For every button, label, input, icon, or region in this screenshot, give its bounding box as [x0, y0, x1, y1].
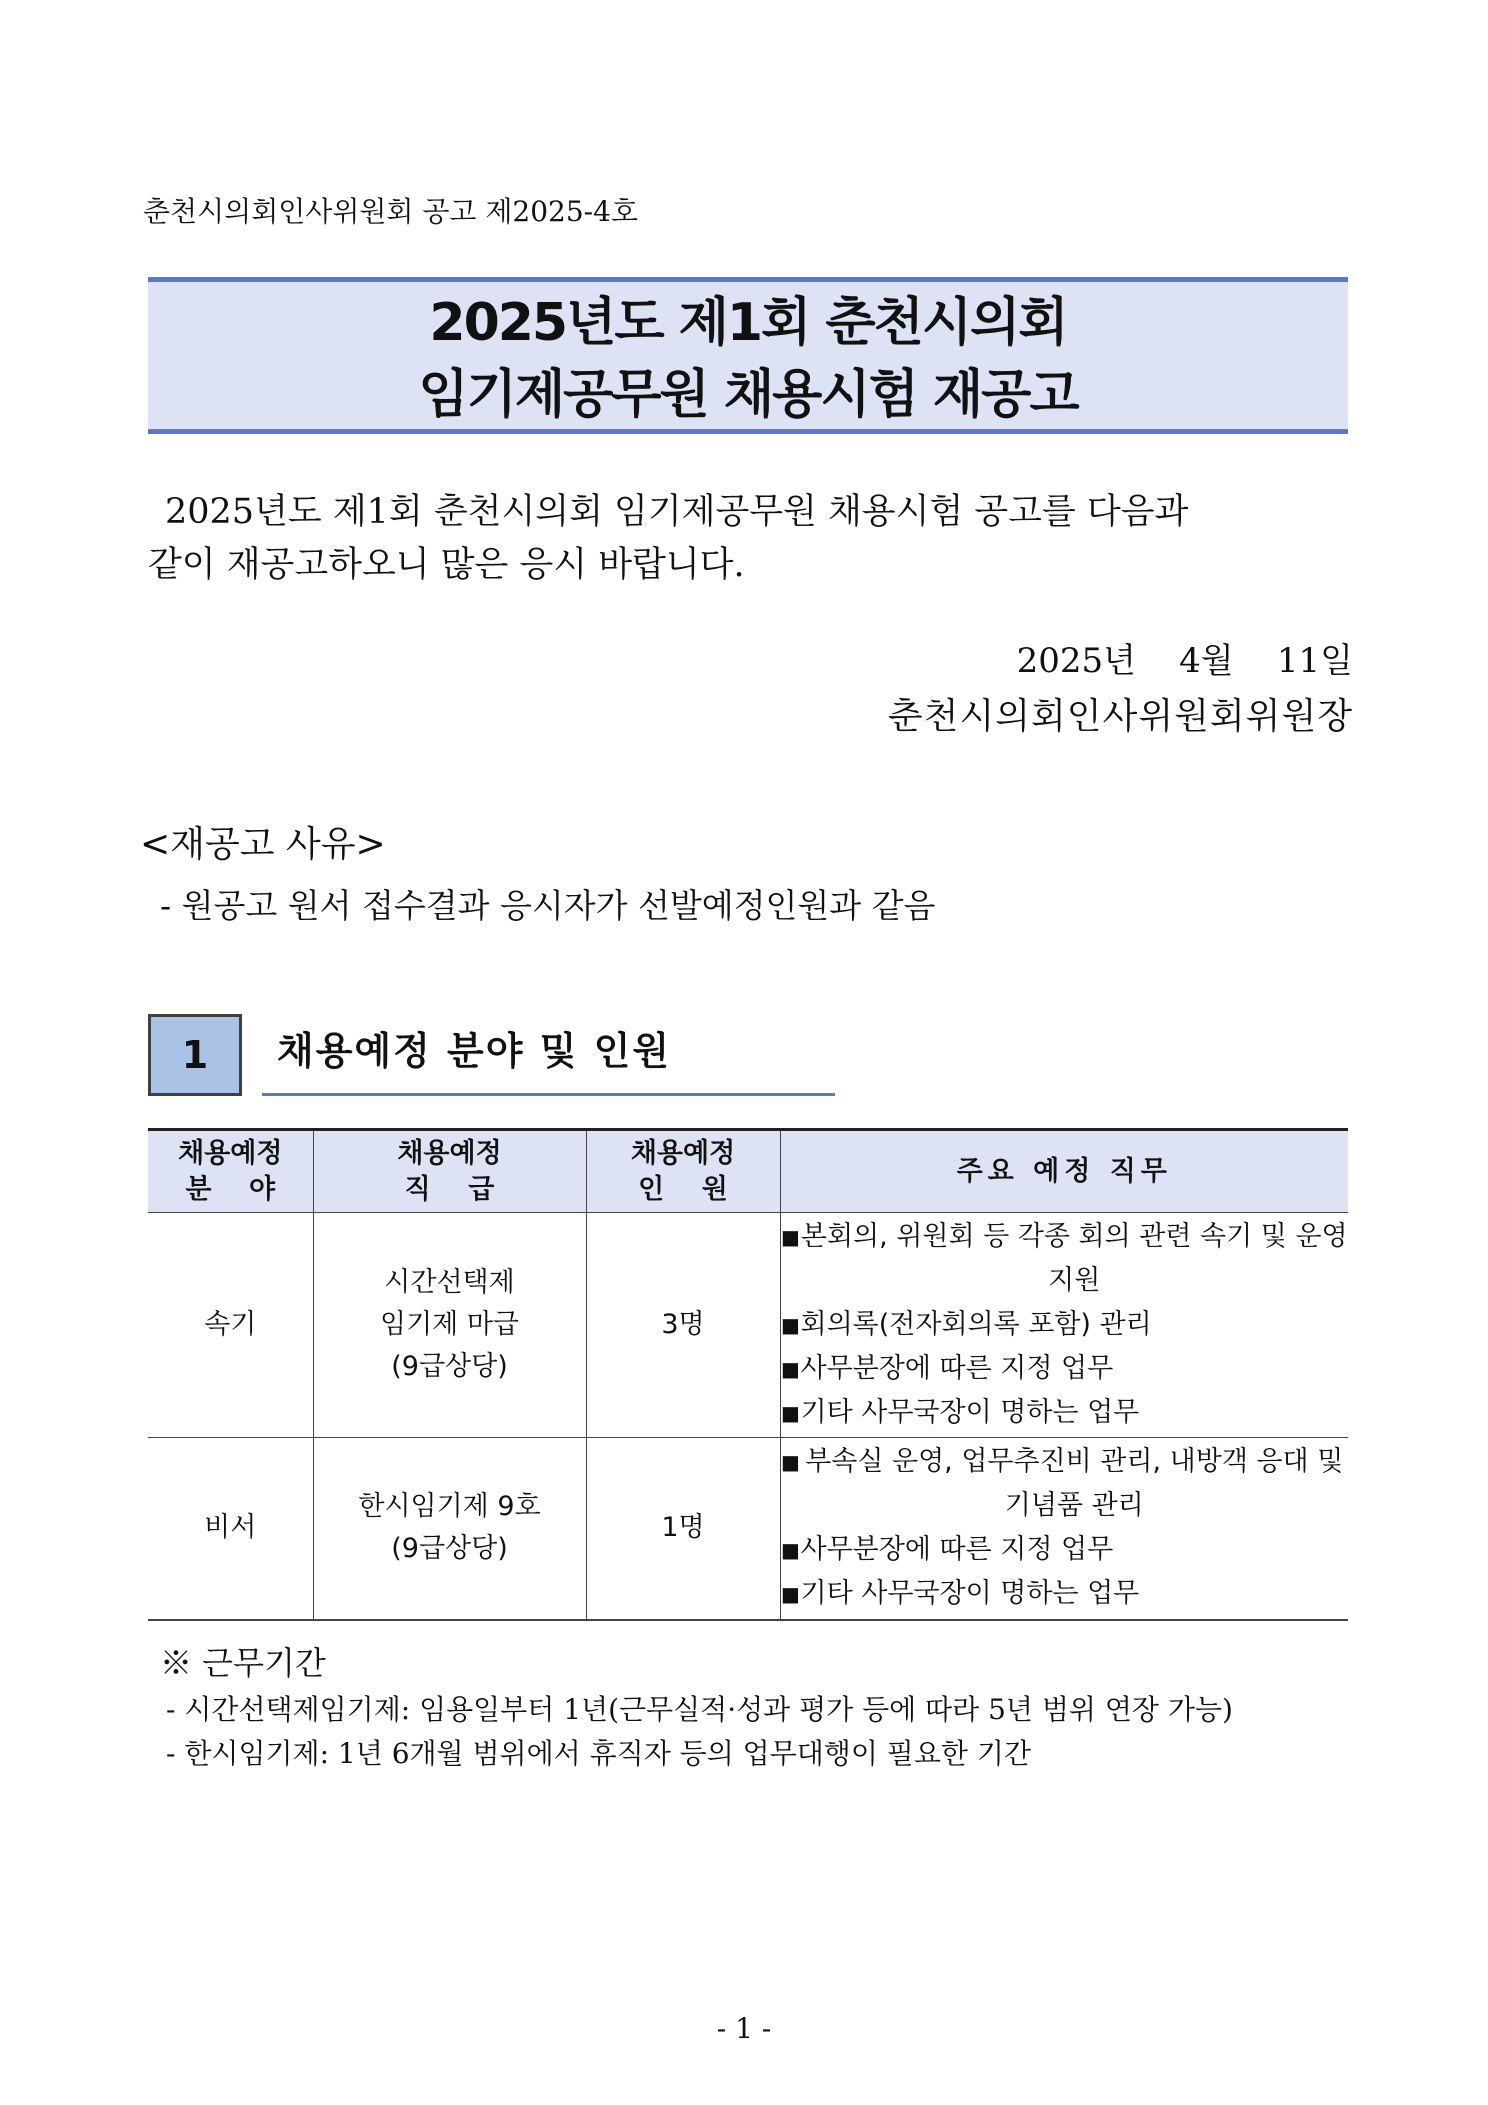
header-count: 채용예정 인 원 — [586, 1130, 780, 1213]
bullet-icon: ■ — [781, 1582, 800, 1607]
table-row — [148, 1213, 1348, 1438]
bullet-icon: ■ — [781, 1450, 800, 1475]
bullet-icon: ■ — [781, 1225, 800, 1249]
intro-line-2: 같이 재공고하오니 많은 응시 바랍니다. — [148, 545, 745, 585]
notice-number: 춘천시의회인사위원회 공고 제2025-4호 — [143, 195, 639, 228]
footnote-item: - 시간선택제임기제: 임용일부터 1년(근무실적·성과 평가 등에 따라 5년 범위 연장 가능) — [166, 1693, 1233, 1726]
intro-paragraph — [148, 486, 1348, 592]
cell-duties — [780, 1438, 1348, 1620]
duty-item: ■ 회의록(전자회의록 포함) 관리 — [781, 1303, 1349, 1347]
title-banner — [148, 277, 1348, 434]
page-number: - 1 - — [716, 2012, 772, 2045]
duty-item: ■ 기타 사무국장이 명하는 업무 — [781, 1391, 1349, 1435]
duty-item: ■ 본회의, 위원회 등 각종 회의 관련 속기 및 운영지원 — [781, 1215, 1349, 1303]
bullet-icon: ■ — [781, 1357, 800, 1381]
duty-item: ■ 사무분장에 따른 지정 업무 — [781, 1347, 1349, 1391]
header-duties: 주요 예정 직무 — [780, 1130, 1348, 1213]
duty-item: ■ 기타 사무국장이 명하는 업무 — [781, 1572, 1349, 1616]
table-header-row — [148, 1130, 1348, 1213]
bullet-icon: ■ — [781, 1313, 800, 1337]
duty-item: ■ 사무분장에 따른 지정 업무 — [781, 1528, 1349, 1572]
title-line-2: 임기제공무원 채용시험 재공고 — [418, 365, 1078, 425]
signer: 춘천시의회인사위원회위원장 — [887, 696, 1353, 737]
duty-item: ■ 부속실 운영, 업무추진비 관리, 내방객 응대 및 기념품 관리 — [781, 1440, 1349, 1528]
footnote-item: - 한시임기제: 1년 6개월 범위에서 휴직자 등의 업무대행이 필요한 기간 — [166, 1737, 1031, 1770]
cell-count: 1명 — [586, 1438, 780, 1620]
notice-date: 2025년 4월 11일 — [1016, 641, 1353, 681]
section-number-badge: 1 — [148, 1014, 242, 1096]
reason-item: - 원공고 원서 접수결과 응시자가 선발예정인원과 같음 — [160, 886, 936, 925]
cell-field: 비서 — [148, 1438, 313, 1620]
header-field: 채용예정 분 야 — [148, 1130, 313, 1213]
reason-title: <재공고 사유> — [140, 824, 386, 865]
intro-line-1: 2025년도 제1회 춘천시의회 임기제공무원 채용시험 공고를 다음과 — [165, 492, 1189, 532]
title-line-1: 2025년도 제1회 춘천시의회 — [429, 293, 1067, 353]
header-grade: 채용예정 직 급 — [313, 1130, 586, 1213]
table-row — [148, 1438, 1348, 1620]
recruitment-table — [148, 1128, 1348, 1621]
cell-count: 3명 — [586, 1213, 780, 1438]
section-title: 채용예정 분야 및 인원 — [262, 1020, 835, 1096]
cell-duties — [780, 1213, 1348, 1438]
cell-grade: 시간선택제 임기제 마급 (9급상당) — [313, 1213, 586, 1438]
footnote-heading: ※ 근무기간 — [160, 1644, 326, 1682]
cell-field: 속기 — [148, 1213, 313, 1438]
bullet-icon: ■ — [781, 1401, 800, 1425]
cell-grade: 한시임기제 9호 (9급상당) — [313, 1438, 586, 1620]
bullet-icon: ■ — [781, 1538, 800, 1563]
